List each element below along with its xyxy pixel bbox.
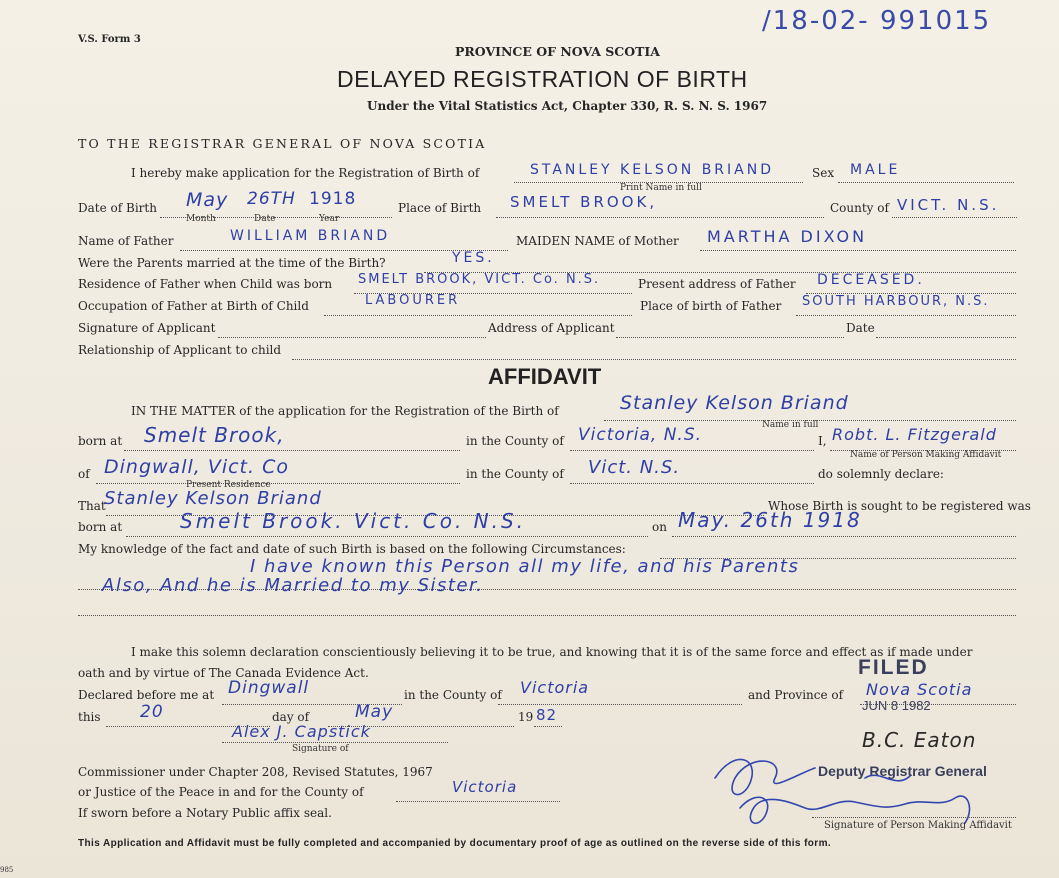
father-birthplace-value: SOUTH HARBOUR, N.S.: [802, 294, 990, 309]
sex-label: Sex: [812, 166, 835, 180]
place-line: [496, 217, 824, 218]
province-value: Nova Scotia: [866, 680, 973, 699]
married-label: Were the Parents married at the time of the Birth?: [78, 256, 386, 270]
mother-value: MARTHA DIXON: [707, 227, 868, 246]
year-prefix: 19: [518, 710, 534, 724]
occupation-line: [324, 315, 632, 316]
form-title: DELAYED REGISTRATION OF BIRTH: [337, 66, 748, 92]
residence2-line: [96, 483, 460, 484]
this-label: this: [78, 710, 101, 724]
declared-label: Declared before me at: [78, 688, 215, 702]
day-value: 20: [140, 702, 164, 722]
relationship-label: Relationship of Applicant to child: [78, 343, 282, 357]
matter-label: IN THE MATTER of the application for the Registration of the Birth of: [131, 404, 559, 418]
present-address-label: Present address of Father: [638, 277, 796, 291]
month-label: Month: [186, 214, 216, 224]
commissioner-signature: Alex J. Capstick: [232, 722, 371, 741]
date-label: Date: [254, 214, 276, 224]
child-name: STANLEY KELSON BRIAND: [530, 162, 774, 178]
county2-value: Vict. N.S.: [588, 457, 681, 478]
circumstance-line-1: I have known this Person all my life, and his Parents: [250, 556, 800, 577]
county-value: VICT. N.S.: [897, 196, 1000, 214]
county-line: [892, 217, 1017, 218]
signature-of-label: Signature of: [292, 744, 349, 754]
county1-value: Victoria, N.S.: [578, 425, 703, 445]
filed-stamp: FILED: [858, 656, 929, 679]
declare-label: do solemnly declare:: [818, 467, 944, 481]
whose-birth-label: Whose Birth is sought to be registered was: [768, 499, 1031, 513]
footer-notice: This Application and Affidavit must be fully completed and accompanied by documentary proof of age as outlined on the reverse side of this form.: [78, 838, 832, 849]
person-label: Name of Person Making Affidavit: [850, 450, 1002, 460]
circumstance-line-2: Also, And he is Married to my Sister.: [102, 575, 484, 596]
applicant-address-line: [616, 337, 844, 338]
edge-code: 985: [0, 866, 14, 874]
sig-person-line: [812, 817, 1016, 818]
affidavit-heading: AFFIDAVIT: [488, 364, 602, 389]
province-heading: PROVINCE OF NOVA SCOTIA: [455, 44, 660, 59]
knowledge-line-2: [78, 615, 1016, 616]
in-county-label-3: in the County of: [404, 688, 502, 702]
married-value: YES.: [452, 250, 495, 266]
born-place2-value: Smelt Brook. Vict. Co. N.S.: [180, 509, 527, 533]
declared-place-value: Dingwall: [228, 678, 310, 698]
signature-line: [218, 337, 486, 338]
present-address-value: DECEASED.: [817, 272, 925, 288]
born-at-label: born at: [78, 434, 123, 448]
residence-value: SMELT BROOK, VICT. Co. N.S.: [358, 272, 601, 287]
declaration-line-1: I make this solemn declaration conscientiously believing it to be true, and knowing that it is of the same force and effect as if made under: [131, 645, 973, 659]
present-residence-label: Present Residence: [186, 480, 271, 490]
relationship-line: [292, 359, 1016, 360]
sex-line: [838, 182, 1014, 183]
addressee: TO THE REGISTRAR GENERAL OF NOVA SCOTIA: [78, 136, 487, 151]
county-label: County of: [830, 201, 889, 215]
deputy-registrar-stamp: Deputy Registrar General: [818, 763, 987, 779]
deponent-name: Robt. L. Fitzgerald: [832, 425, 997, 444]
born-at-line: [124, 450, 460, 451]
justice-label: or Justice of the Peace in and for the County of: [78, 785, 364, 799]
occupation-value: LABOURER: [365, 293, 461, 308]
residence-label: Residence of Father when Child was born: [78, 277, 333, 291]
name-in-full-label: Name in full: [762, 420, 819, 430]
born-place2-line: [126, 536, 648, 537]
dob-month: May: [186, 189, 229, 211]
mother-label: MAIDEN NAME of Mother: [516, 234, 679, 248]
matter-name: Stanley Kelson Briand: [620, 392, 849, 414]
county2-line: [570, 483, 814, 484]
justice-county-value: Victoria: [452, 778, 518, 796]
i-label: I,: [818, 434, 827, 448]
filed-date: JUN 8 1982: [862, 698, 931, 713]
mother-line: [700, 250, 1016, 251]
on-label: on: [652, 520, 667, 534]
applicant-address-label: Address of Applicant: [488, 321, 615, 335]
father-label: Name of Father: [78, 234, 174, 248]
notary-label: If sworn before a Notary Public affix seal.: [78, 806, 332, 820]
born-date2-line: [672, 536, 1016, 537]
province-label: and Province of: [748, 688, 844, 702]
county3-value: Victoria: [520, 678, 590, 697]
that-label: That: [78, 499, 106, 513]
of-label: of: [78, 467, 90, 481]
form-number: V.S. Form 3: [78, 34, 141, 45]
place-value: SMELT BROOK,: [510, 193, 658, 211]
born-at2-label: born at: [78, 520, 123, 534]
dob-year: 1918: [309, 189, 357, 209]
dob-label: Date of Birth: [78, 201, 157, 215]
occupation-label: Occupation of Father at Birth of Child: [78, 299, 309, 313]
declaration-line-2: oath and by virtue of The Canada Evidence Act.: [78, 666, 369, 680]
day-of-label: day of: [272, 710, 310, 724]
sig-person-label: Signature of Person Making Affidavit: [824, 820, 1012, 831]
born-at-value: Smelt Brook,: [144, 423, 285, 447]
commissioner-label: Commissioner under Chapter 208, Revised Statutes, 1967: [78, 765, 433, 779]
form-subtitle: Under the Vital Statistics Act, Chapter 330, R. S. N. S. 1967: [367, 99, 768, 113]
that-name: Stanley Kelson Briand: [104, 488, 322, 509]
month-value: May: [355, 702, 394, 722]
residence2-value: Dingwall, Vict. Co: [104, 456, 289, 478]
county3-line: [498, 704, 742, 705]
sex-value: MALE: [850, 162, 901, 178]
intro-label: I hereby make application for the Registration of Birth of: [131, 166, 480, 180]
registrar-initials: B.C. Eaton: [862, 728, 977, 752]
date-field-label: Date: [846, 321, 875, 335]
born-date2-value: May. 26th 1918: [678, 508, 862, 532]
year-label: Year: [319, 214, 340, 224]
dob-date: 26TH: [247, 189, 296, 209]
year-suffix: 82: [536, 706, 558, 724]
print-name-label: Print Name in full: [620, 183, 702, 193]
year-line: [534, 726, 562, 727]
file-number: /18-02- 991015: [762, 6, 992, 36]
father-birthplace-label: Place of birth of Father: [640, 299, 782, 313]
date-field-line: [876, 337, 1016, 338]
father-birthplace-line: [796, 315, 1016, 316]
knowledge-label: My knowledge of the fact and date of such Birth is based on the following Circumstances:: [78, 542, 626, 556]
justice-county-line: [396, 801, 560, 802]
in-county-label-2: in the County of: [466, 467, 564, 481]
in-county-label-1: in the County of: [466, 434, 564, 448]
place-label: Place of Birth: [398, 201, 482, 215]
commissioner-sig-line: [222, 742, 448, 743]
signature-label: Signature of Applicant: [78, 321, 216, 335]
county1-line: [570, 450, 814, 451]
father-value: WILLIAM BRIAND: [230, 228, 391, 244]
